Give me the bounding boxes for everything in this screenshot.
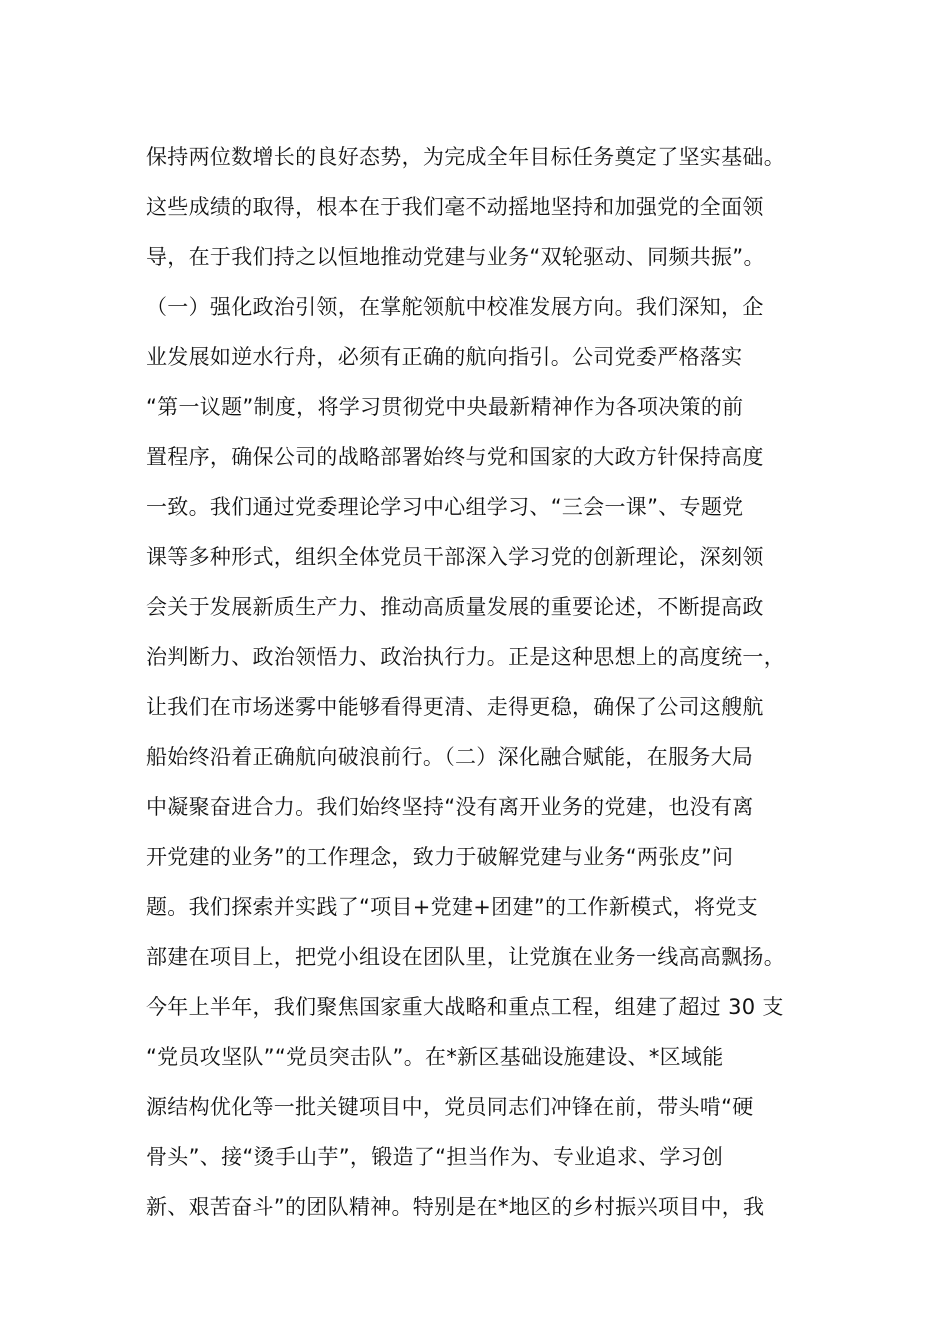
text-line: 船始终沿着正确航向破浪前行。（二）深化融合赋能，在服务大局: [146, 745, 754, 769]
text-line: 导，在于我们持之以恒地推动党建与业务“双轮驱动、同频共振”。: [146, 245, 765, 269]
body-text: [146, 132, 836, 1232]
text-line: 题。我们探索并实践了“项目+党建+团建”的工作新模式，将党支: [146, 895, 758, 919]
text-line: 让我们在市场迷雾中能够看得更清、走得更稳，确保了公司这艘航: [146, 695, 764, 719]
text-line: 开党建的业务”的工作理念，致力于破解党建与业务“两张皮”问: [146, 845, 734, 869]
text-line: 骨头”、接“烫手山芋”，锻造了“担当作为、专业追求、学习创: [146, 1145, 724, 1169]
text-line: “党员攻坚队”“党员突击队”。在*新区基础设施建设、*区域能: [146, 1045, 724, 1069]
text-line: “第一议题”制度，将学习贯彻党中央最新精神作为各项决策的前: [146, 395, 744, 419]
text-line: 课等多种形式，组织全体党员干部深入学习党的创新理论，深刻领: [146, 545, 764, 569]
text-line: 会关于发展新质生产力、推动高质量发展的重要论述，不断提高政: [146, 595, 764, 619]
text-line: 置程序，确保公司的战略部署始终与党和国家的大政方针保持高度: [146, 445, 764, 469]
text-line: 这些成绩的取得，根本在于我们毫不动摇地坚持和加强党的全面领: [146, 195, 764, 219]
text-line: 保持两位数增长的良好态势，为完成全年目标任务奠定了坚实基础。: [146, 145, 785, 169]
text-line: 中凝聚奋进合力。我们始终坚持“没有离开业务的党建，也没有离: [146, 795, 754, 819]
text-line: 新、艰苦奋斗”的团队精神。特别是在*地区的乡村振兴项目中，我: [146, 1195, 765, 1219]
text-line: 治判断力、政治领悟力、政治执行力。正是这种思想上的高度统一，: [146, 645, 785, 669]
text-line: 今年上半年，我们聚焦国家重大战略和重点工程，组建了超过 30 支: [146, 995, 784, 1019]
text-line: （一）强化政治引领，在掌舵领航中校准发展方向。我们深知，企: [146, 295, 764, 319]
text-line: 部建在项目上，把党小组设在团队里，让党旗在业务一线高高飘扬。: [146, 945, 785, 969]
text-line: 一致。我们通过党委理论学习中心组学习、“三会一课”、专题党: [146, 495, 744, 519]
text-line: 源结构优化等一批关键项目中，党员同志们冲锋在前，带头啃“硬: [146, 1095, 754, 1119]
text-line: 业发展如逆水行舟，必须有正确的航向指引。公司党委严格落实: [146, 345, 743, 369]
